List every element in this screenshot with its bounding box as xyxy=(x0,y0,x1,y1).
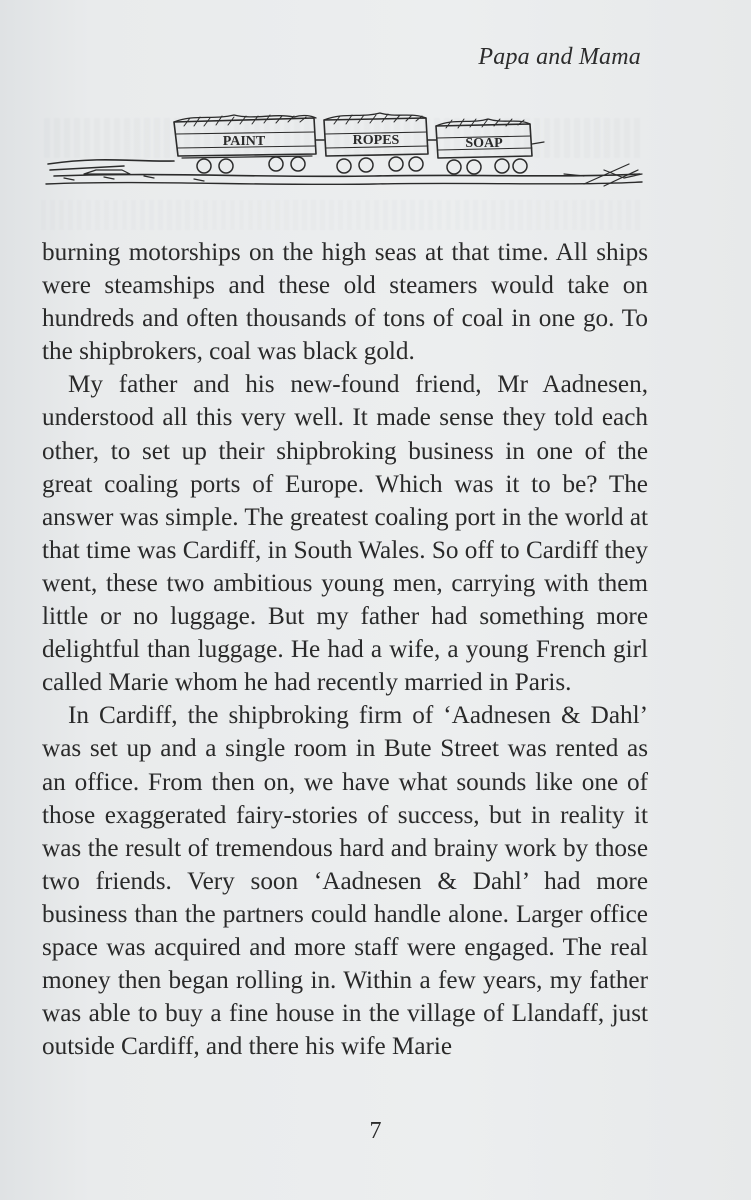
body-text xyxy=(42,236,648,1063)
wagon-label-paint: PAINT xyxy=(222,134,266,149)
wagon-label-soap: SOAP xyxy=(465,136,503,151)
running-header: Papa and Mama xyxy=(478,44,641,70)
page-number: 7 xyxy=(369,1118,382,1144)
paragraph-1: burning motorships on the high seas at that time. All ships were steamships and these old steamers would take on hundreds and often thousands of tons of coal in one go. To the shipbrokers, coal was black gold. xyxy=(42,239,648,366)
paragraph-3: In Cardiff, the shipbroking firm of ‘Aadnesen & Dahl’ was set up and a single room in Bute Street was rented as an office. From then on, we have what sounds like one of those exaggerated fairy-stories of success, but in reality it was the result of tremendous hard and brainy work by those two friends. Very soon ‘Aadnesen & Dahl’ had more business than the partners could handle alone. Larger office space was acquired and more staff were engaged. The real money then began rolling in. Within a few years, my father was able to buy a fine house in the village of Llandaff, just outside Cardiff, and there his wife Marie xyxy=(42,702,648,1061)
show-through-shadow xyxy=(40,200,640,230)
wagon-label-ropes: ROPES xyxy=(352,133,400,148)
paragraph-2: My father and his new-found friend, Mr Aadnesen, understood all this very well. It made sense they told each other, to set up their shipbroking business in one of the great coaling ports of Europe. Which was it to be? The answer was simple. The greatest coaling port in the world at that time was Cardiff, in South Wales. So off to Cardiff they went, these two ambitious young men, carrying with them little or no luggage. But my father had something more delightful than luggage. He had a wife, a young French girl called Marie whom he had recently married in Paris. xyxy=(42,371,648,697)
train-wagons-illustration xyxy=(44,104,644,204)
